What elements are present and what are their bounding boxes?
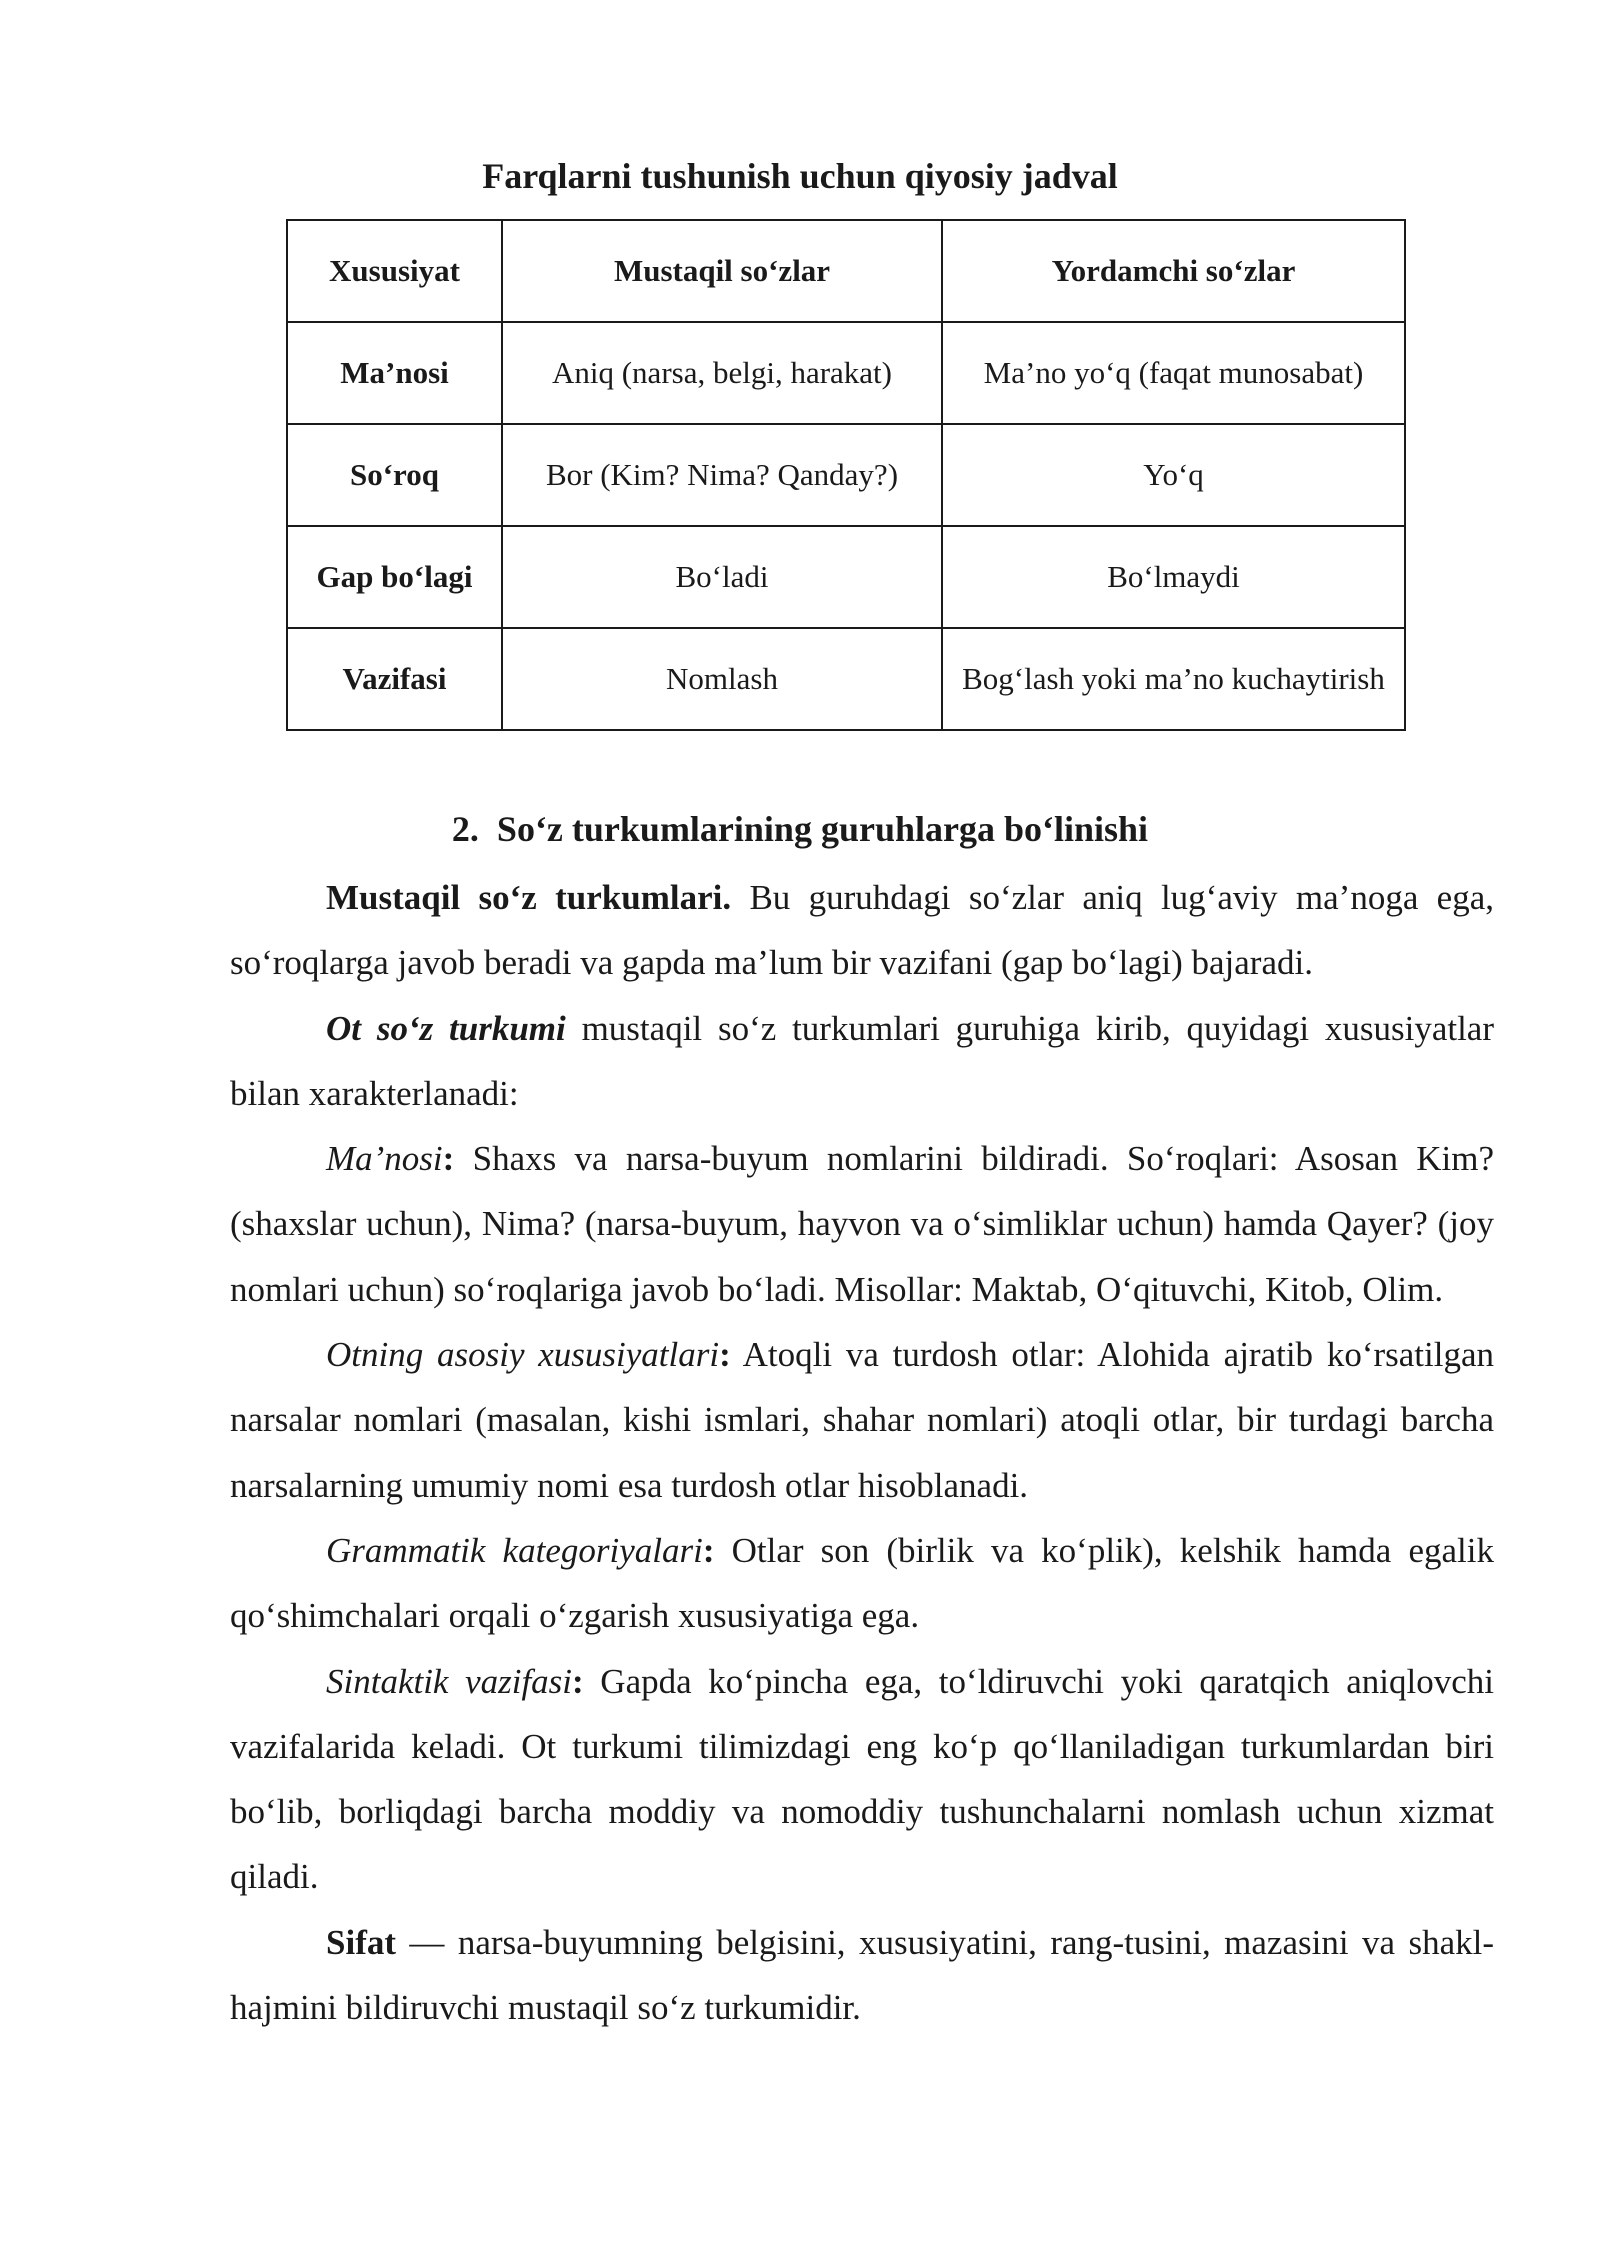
paragraph xyxy=(230,1322,1494,1518)
paragraph xyxy=(230,1518,1494,1649)
paragraph-lead: Grammatik kategoriyalari xyxy=(326,1530,703,1570)
table-cell: Bo‘lmaydi xyxy=(942,526,1405,628)
section-title: So‘z turkumlarining guruhlarga bo‘linishi xyxy=(496,809,1149,849)
paragraph-text: Shaxs va narsa-buyum nomlarini bildiradi. So‘roqlari: Asosan Kim? (shaxslar uchun), Nima? (narsa-buyum, hayvon va o‘simliklar uchun) hamda Qayer? (joy nomlari uchun) so‘roqlariga javob bo‘ladi. Misollar: Maktab, O‘qituvchi, Kitob, Olim. xyxy=(230,1139,1494,1309)
paragraph-lead: Ma’nosi xyxy=(326,1139,443,1179)
table-row-header: Ma’nosi xyxy=(287,322,502,424)
table-header-cell: Xususiyat xyxy=(287,220,502,322)
table-row xyxy=(287,424,1405,526)
paragraph-lead: Otning asosiy xususiyatlari xyxy=(326,1335,720,1375)
table-cell: Nomlash xyxy=(502,628,942,730)
table-cell: Bo‘ladi xyxy=(502,526,942,628)
paragraph-colon: : xyxy=(442,1139,455,1179)
paragraph-text: Gapda ko‘pincha ega, to‘ldiruvchi yoki qaratqich aniqlovchi vazifalarida keladi. Ot turkumi tilimizdagi eng ko‘p qo‘llaniladigan turkumlardan biri bo‘lib, borliqdagi barcha moddiy va nomoddiy tushunchalarni nomlash uchun xizmat qiladi. xyxy=(230,1661,1494,1897)
paragraph-colon: : xyxy=(719,1335,731,1375)
table-title: Farqlarni tushunish uchun qiyosiy jadval xyxy=(482,156,1118,196)
paragraph-lead: Mustaqil so‘z turkumlari. xyxy=(326,878,732,917)
table-header-row xyxy=(287,220,1405,322)
paragraph-text: Bu guruhdagi so‘zlar aniq lug‘aviy ma’noga ega, so‘roqlarga javob beradi va gapda ma’lum bir vazifani (gap bo‘lagi) bajaradi. xyxy=(230,878,1494,983)
table-cell: Bor (Kim? Nima? Qanday?) xyxy=(502,424,942,526)
paragraph-text: Otlar son (birlik va ko‘plik), kelshik hamda egalik qo‘shimchalari orqali o‘zgarish xususiyatiga ega. xyxy=(230,1530,1494,1636)
table-row-header: Gap bo‘lagi xyxy=(287,526,502,628)
section-number: 2. xyxy=(451,809,479,849)
paragraph xyxy=(230,1126,1494,1322)
table-header-cell: Yordamchi so‘zlar xyxy=(942,220,1405,322)
paragraph xyxy=(230,1649,1494,1910)
table-row xyxy=(287,526,1405,628)
table-row-header: Vazifasi xyxy=(287,628,502,730)
paragraph-colon: : xyxy=(572,1661,584,1701)
table-cell: Yo‘q xyxy=(942,424,1405,526)
paragraph-text: — narsa-buyumning belgisini, xususiyatini, rang-tusini, mazasini va shakl-hajmini bildiruvchi mustaqil so‘z turkumidir. xyxy=(230,1922,1494,2028)
body-text xyxy=(230,865,1494,2040)
table-header-cell: Mustaqil so‘zlar xyxy=(502,220,942,322)
paragraph-text: Atoqli va turdosh otlar: Alohida ajratib ko‘rsatilgan narsalar nomlari (masalan, kishi ismlari, shahar nomlari) atoqli otlar, bir turdagi barcha narsalarning umumiy nomi esa turdosh otlar hisoblanadi. xyxy=(230,1335,1494,1505)
comparison-table xyxy=(286,219,1406,731)
table-cell: Aniq (narsa, belgi, harakat) xyxy=(502,322,942,424)
table-row-header: So‘roq xyxy=(287,424,502,526)
paragraph-lead: Sifat xyxy=(326,1922,396,1962)
paragraph xyxy=(230,996,1494,1127)
table-row xyxy=(287,628,1405,730)
table-cell: Ma’no yo‘q (faqat munosabat) xyxy=(942,322,1405,424)
table-cell: Bog‘lash yoki ma’no kuchaytirish xyxy=(942,628,1405,730)
section-heading xyxy=(0,805,1600,853)
paragraph-text: mustaqil so‘z turkumlari guruhiga kirib, quyidagi xususiyatlar bilan xarakterlanadi: xyxy=(230,1008,1494,1113)
paragraph xyxy=(230,865,1494,996)
paragraph xyxy=(230,1910,1494,2041)
paragraph-lead: Ot so‘z turkumi xyxy=(326,1008,566,1048)
paragraph-lead: Sintaktik vazifasi xyxy=(326,1661,573,1701)
table-row xyxy=(287,322,1405,424)
paragraph-colon: : xyxy=(702,1530,715,1570)
